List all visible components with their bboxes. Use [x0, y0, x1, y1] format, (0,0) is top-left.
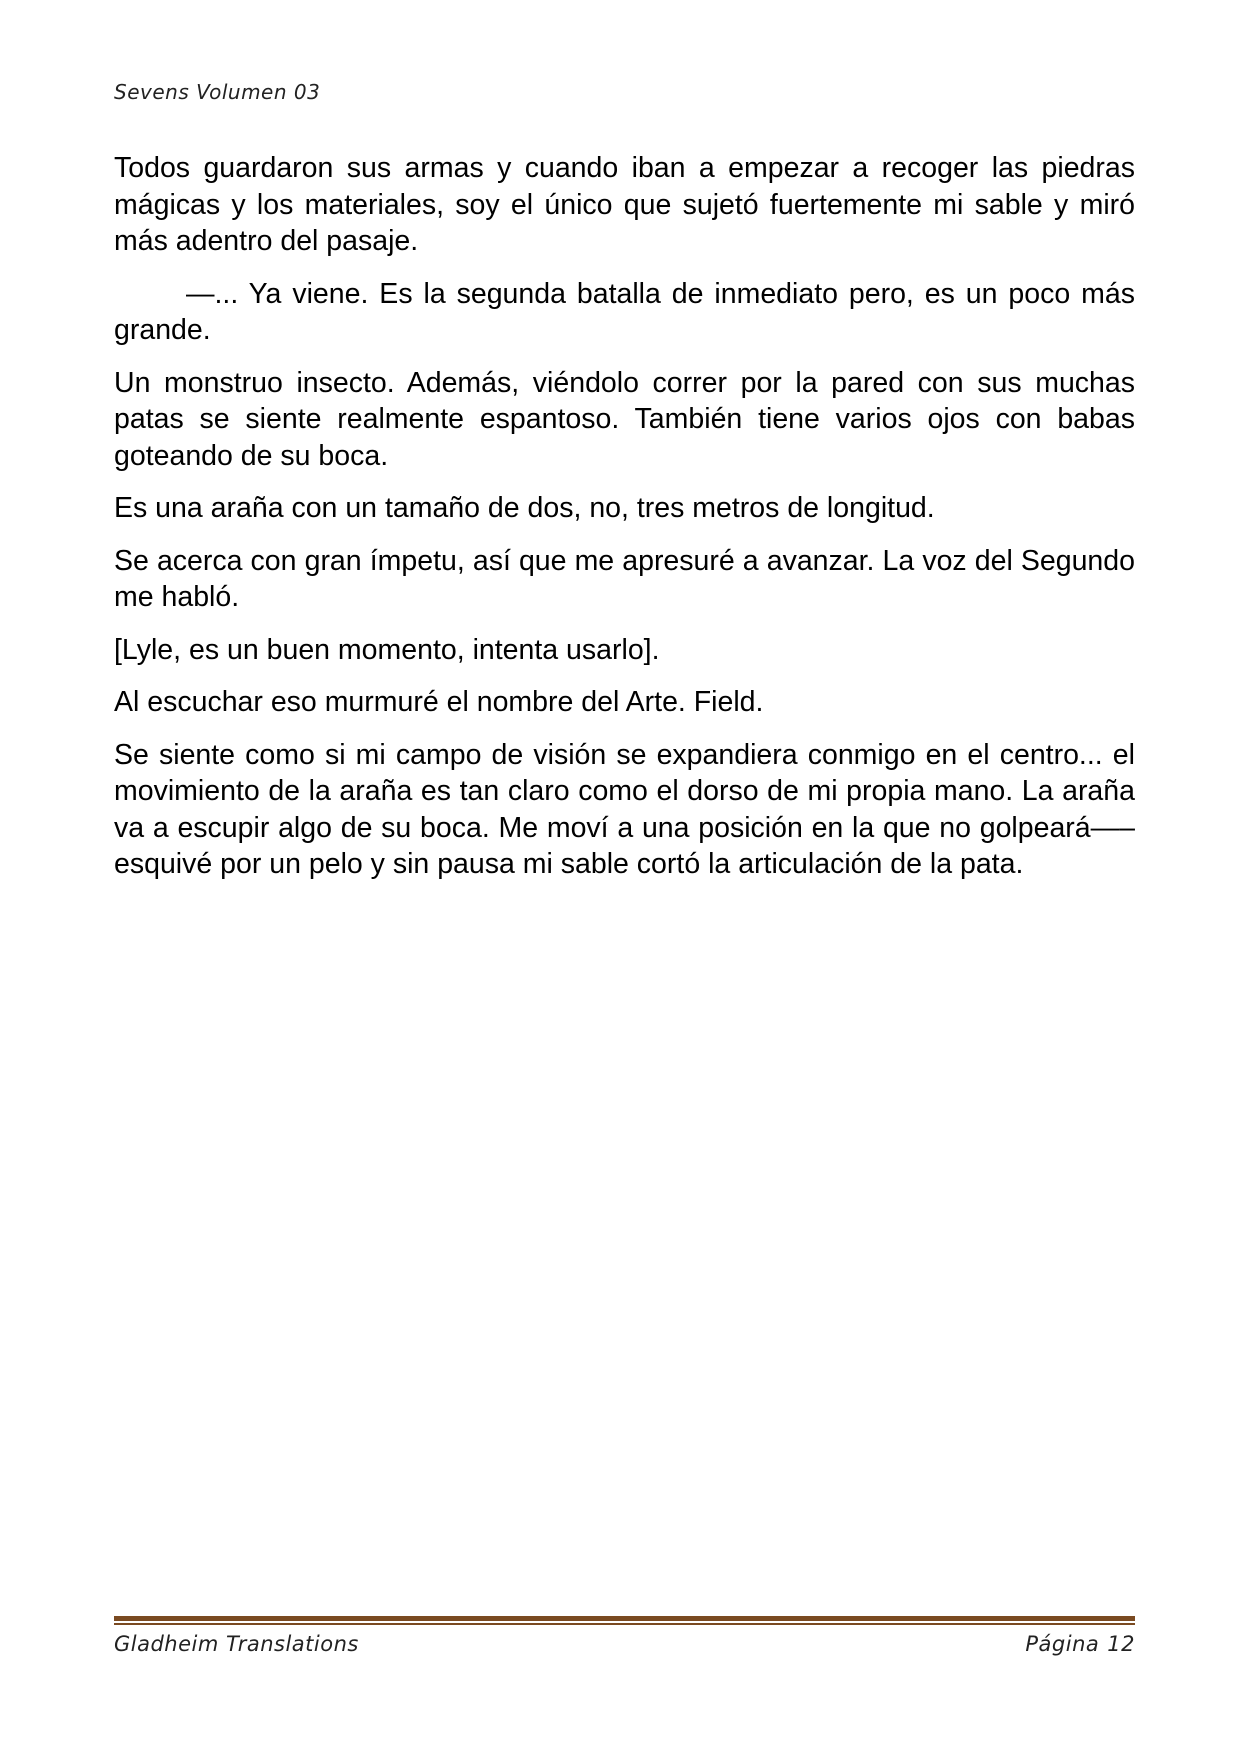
running-header-title: Sevens Volumen 03 — [114, 80, 321, 104]
page-label: Página — [1025, 1632, 1100, 1656]
paragraph-4: Es una araña con un tamaño de dos, no, tres metros de longitud. — [114, 492, 935, 524]
paragraph-6: [Lyle, es un buen momento, intenta usarlo]. — [114, 633, 660, 666]
running-footer-publisher: Gladheim Translations — [114, 1632, 359, 1656]
footer-divider-thick — [114, 1616, 1135, 1621]
paragraph-5: Se acerca con gran ímpetu, así que me apresuré a avanzar. La voz del Segundo me habló. — [114, 544, 1135, 613]
paragraph-7: Al escuchar eso murmuré el nombre del Arte. Field. — [114, 686, 764, 718]
footer-divider-thin — [114, 1623, 1135, 1625]
running-footer-page — [1017, 1632, 1135, 1656]
footer-divider — [114, 1616, 1135, 1626]
body-text — [114, 150, 1135, 899]
paragraph-3: Un monstruo insecto. Además, viéndolo correr por la pared con sus muchas patas se siente realmente espantoso. También tiene varios ojos con babas goteando de su boca. — [114, 366, 1135, 472]
paragraph-2-dialogue: —... Ya viene. Es la segunda batalla de inmediato pero, es un poco más grande. — [114, 277, 1135, 346]
paragraph-8: Se siente como si mi campo de visión se expandiera conmigo en el centro... el movimiento de la araña es tan claro como el dorso de mi propia mano. La araña va a escupir algo de su boca. Me moví a una posición en la que no golpeará—– esquivé por un pelo y sin pausa mi sable cortó la articulación de la pata. — [114, 738, 1135, 880]
paragraph-1: Todos guardaron sus armas y cuando iban a empezar a recoger las piedras mágicas y los materiales, soy el único que sujetó fuertemente mi sable y miró más adentro del pasaje. — [114, 152, 1135, 257]
page-number: 12 — [1107, 1632, 1135, 1656]
